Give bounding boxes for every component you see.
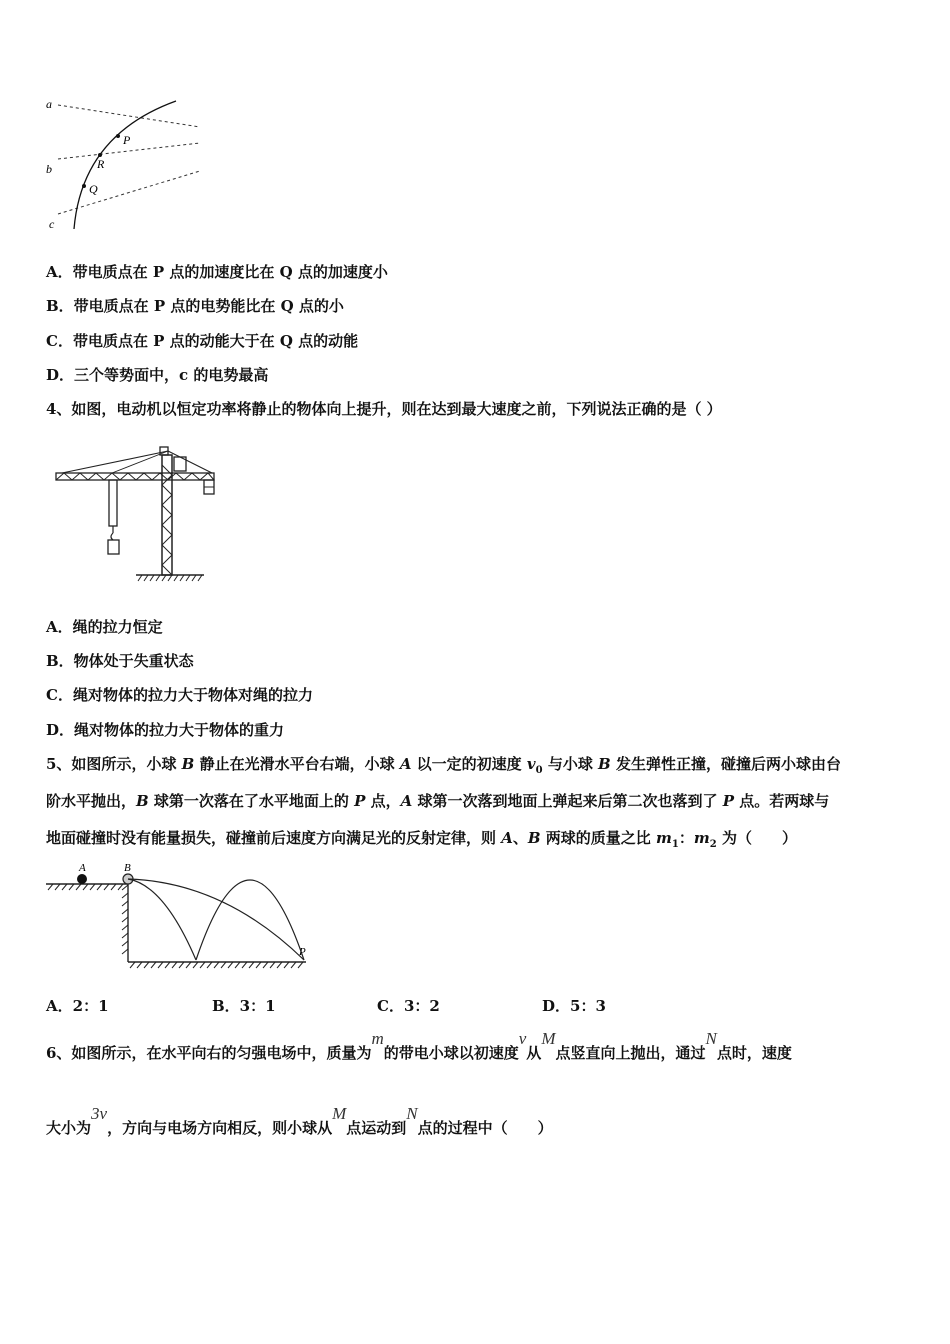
q5-option-d: D．5：3: [542, 997, 606, 1015]
crane-figure: [52, 435, 222, 585]
q3-option-d: D．三个等势面中，c 的电势最高: [46, 366, 269, 384]
ball-a: [77, 874, 87, 884]
trajectory-a-first: [128, 879, 196, 960]
point-q: [82, 184, 86, 188]
q4-option-d: D．绳对物体的拉力大于物体的重力: [46, 721, 285, 739]
equipotential-figure: [40, 95, 210, 235]
label-c: c: [49, 217, 55, 231]
q3-option-b: B．带电质点在 P 点的电势能比在 Q 点的小: [46, 297, 344, 315]
label-a: a: [46, 97, 52, 111]
label-b: B: [124, 862, 131, 874]
label-r: R: [97, 157, 105, 171]
q5-option-a: A．2：1: [46, 997, 109, 1015]
point-p: [116, 134, 120, 138]
trajectory-b: [128, 879, 304, 960]
q5-stem-line3: 地面碰撞时没有能量损失，碰撞前后速度方向满足光的反射定律，则 A、B 两球的质量之比 $m_1$：$m_2$ 为（ ）: [46, 829, 797, 850]
projectile-figure: [44, 860, 314, 970]
label-a: A: [79, 862, 86, 874]
q4-option-a: A．绳的拉力恒定: [46, 618, 163, 636]
equipotential-line-a: [58, 105, 200, 127]
trajectory-a-bounce: [196, 880, 304, 960]
label-p: P: [123, 133, 131, 147]
label-q: Q: [89, 182, 98, 196]
label-b: b: [46, 162, 52, 176]
trajectory-curve: [74, 101, 176, 229]
q5-option-b: B．3：1: [212, 997, 276, 1015]
q5-stem-line2: 阶水平抛出，B 球第一次落在了水平地面上的 P 点，A 球第一次落到地面上弹起来后第二次也落到了 P 点。若两球与: [46, 792, 830, 810]
q6-stem-line2: 大小为3v，方向与电场方向相反，则小球从M点运动到N点的过程中（ ）: [46, 1104, 553, 1137]
q4-stem: 4、如图，电动机以恒定功率将静止的物体向上提升，则在达到最大速度之前，下列说法正确的是（ ）: [46, 400, 722, 418]
q3-option-c: C．带电质点在 P 点的动能大于在 Q 点的动能: [46, 332, 359, 350]
q6-stem-line1: 6、如图所示，在水平向右的匀强电场中，质量为m的带电小球以初速度v从M点竖直向上抛出，通过N点时，速度: [46, 1029, 792, 1062]
q5-option-c: C．3：2: [377, 997, 440, 1015]
label-p: P: [299, 946, 306, 958]
q5-stem-line1: 5、如图所示，小球 B 静止在光滑水平台右端，小球 A 以一定的初速度 $v_0$ 与小球 B 发生弹性正撞，碰撞后两小球由台: [46, 755, 841, 776]
q4-option-b: B．物体处于失重状态: [46, 652, 194, 670]
q4-option-c: C．绳对物体的拉力大于物体对绳的拉力: [46, 686, 313, 704]
q3-option-a: A．带电质点在 P 点的加速度比在 Q 点的加速度小: [46, 263, 388, 281]
equipotential-line-c: [58, 171, 200, 214]
